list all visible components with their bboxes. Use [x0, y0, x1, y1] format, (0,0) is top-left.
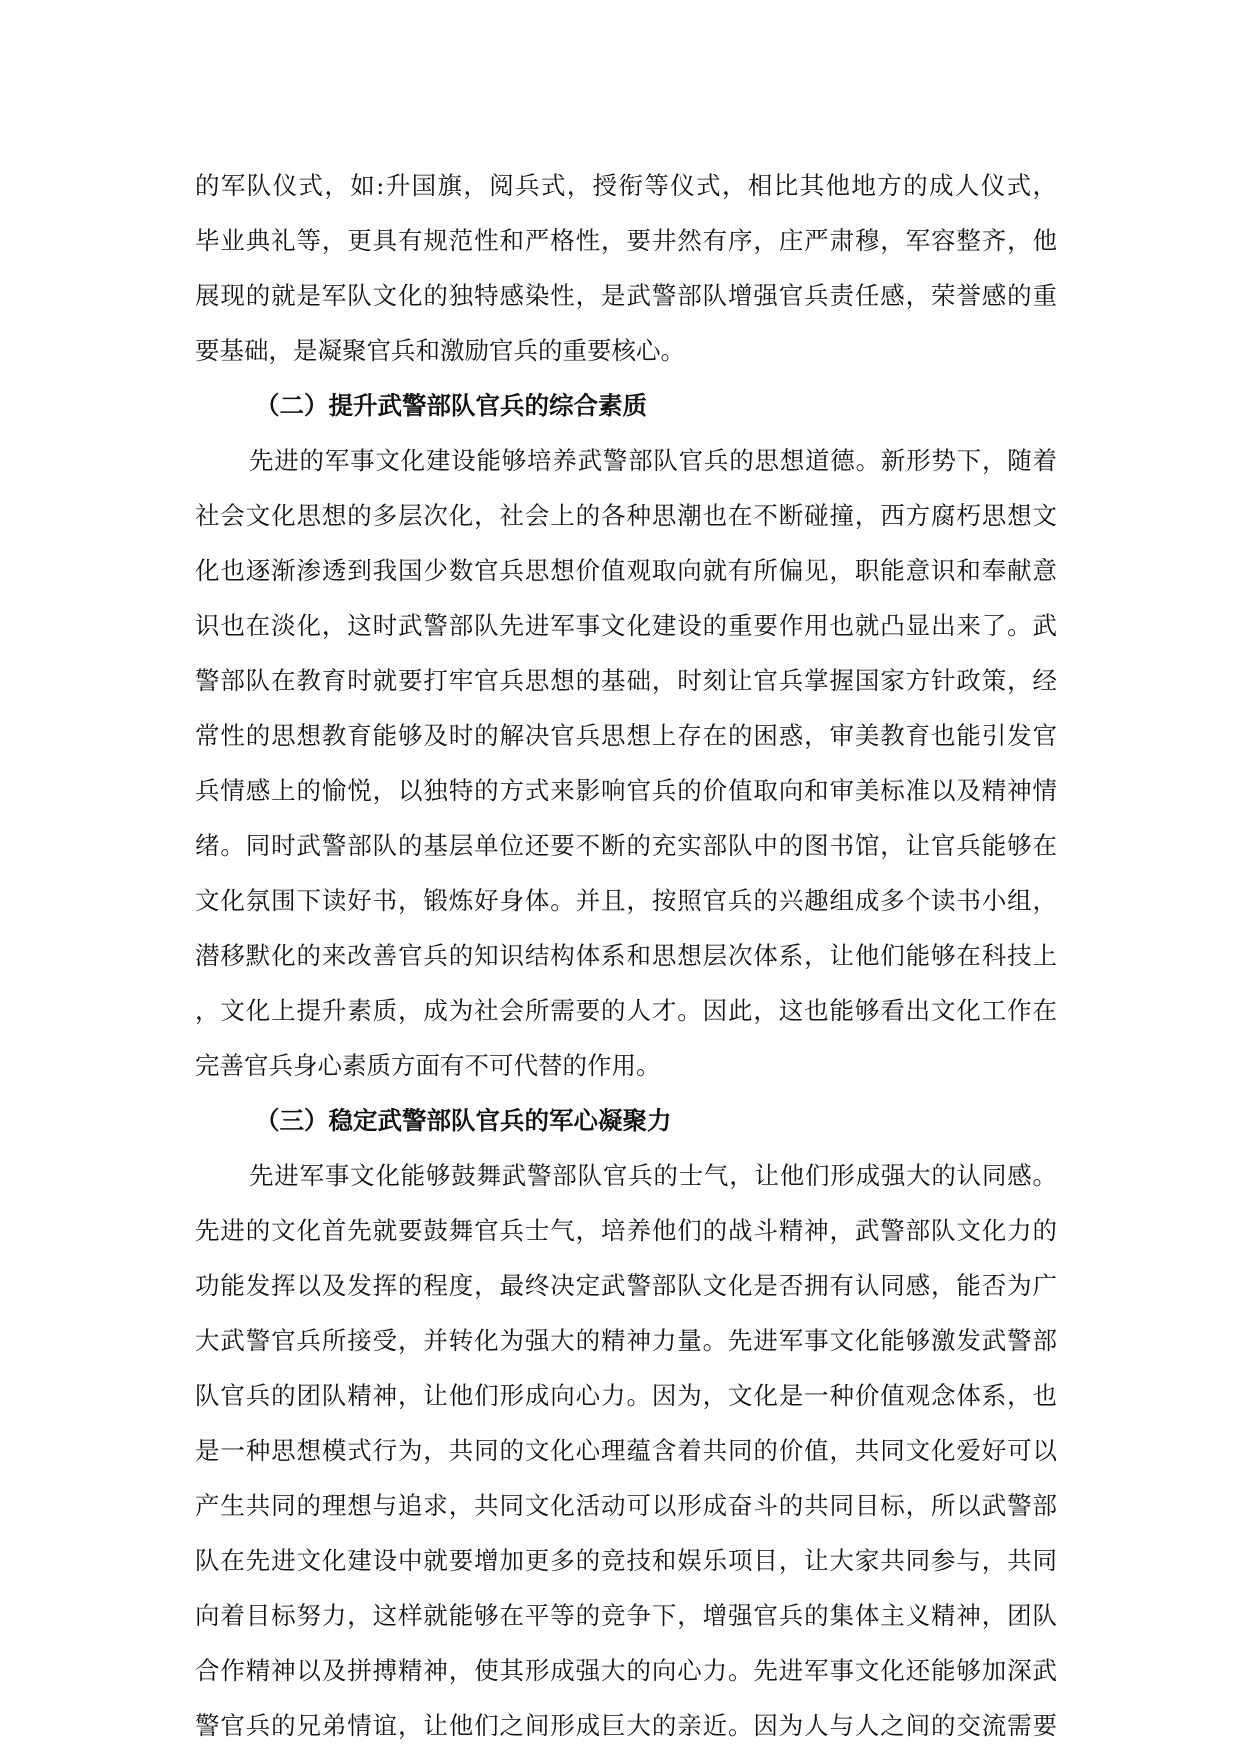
paragraph-line: 警部队在教育时就要打牢官兵思想的基础，时刻让官兵掌握国家方针政策，经: [195, 666, 1057, 695]
section-2-paragraph: [195, 433, 1057, 1093]
paragraph-line: 兵情感上的愉悦，以独特的方式来影响官兵的价值取向和审美标准以及精神情: [195, 776, 1057, 805]
paragraph-line: 产生共同的理想与追求，共同文化活动可以形成奋斗的共同目标，所以武警部: [195, 1491, 1057, 1520]
paragraph-line: 合作精神以及拼搏精神，使其形成强大的向心力。先进军事文化还能够加深武: [195, 1656, 1057, 1685]
paragraph-line: 化也逐渐渗透到我国少数官兵思想价值观取向就有所偏见，职能意识和奉献意: [195, 556, 1057, 585]
paragraph-line: 潜移默化的来改善官兵的知识结构体系和思想层次体系，让他们能够在科技上: [195, 941, 1057, 970]
paragraph-line: 大武警官兵所接受，并转化为强大的精神力量。先进军事文化能够激发武警部: [195, 1326, 1057, 1355]
paragraph-line: 警官兵的兄弟情谊，让他们之间形成巨大的亲近。因为人与人之间的交流需要: [195, 1711, 1057, 1740]
paragraph-line: 先进的军事文化建设能够培养武警部队官兵的思想道德。新形势下，随着: [249, 446, 1057, 475]
paragraph-line: 是一种思想模式行为，共同的文化心理蕴含着共同的价值，共同文化爱好可以: [195, 1436, 1057, 1465]
intro-paragraph: [195, 158, 1057, 378]
paragraph-line: 功能发挥以及发挥的程度，最终决定武警部队文化是否拥有认同感，能否为广: [195, 1271, 1057, 1300]
paragraph-line: 社会文化思想的多层次化，社会上的各种思潮也在不断碰撞，西方腐朽思想文: [195, 501, 1057, 530]
paragraph-line: 队官兵的团队精神，让他们形成向心力。因为，文化是一种价值观念体系，也: [195, 1381, 1057, 1410]
paragraph-line: 常性的思想教育能够及时的解决官兵思想上存在的困惑，审美教育也能引发官: [195, 721, 1057, 750]
paragraph-line: 队在先进文化建设中就要增加更多的竞技和娱乐项目，让大家共同参与，共同: [195, 1546, 1057, 1575]
paragraph-line: 要基础，是凝聚官兵和激励官兵的重要核心。: [195, 336, 685, 365]
paragraph-line: 先进的文化首先就要鼓舞官兵士气，培养他们的战斗精神，武警部队文化力的: [195, 1216, 1057, 1245]
section-3-paragraph: [195, 1148, 1057, 1753]
body-text: [195, 158, 1057, 1753]
paragraph-line: 先进军事文化能够鼓舞武警部队官兵的士气，让他们形成强大的认同感。: [249, 1161, 1057, 1190]
paragraph-line: 完善官兵身心素质方面有不可代替的作用。: [195, 1051, 661, 1080]
paragraph-line: 毕业典礼等，更具有规范性和严格性，要井然有序，庄严肃穆，军容整齐，他: [195, 226, 1057, 255]
paragraph-line: 的军队仪式，如:升国旗，阅兵式，授衔等仪式，相比其他地方的成人仪式，: [195, 171, 1057, 200]
section-heading-2: （二）提升武警部队官兵的综合素质: [255, 391, 647, 420]
section-heading-3: （三）稳定武警部队官兵的军心凝聚力: [255, 1106, 672, 1135]
paragraph-line: 文化氛围下读好书，锻炼好身体。并且，按照官兵的兴趣组成多个读书小组，: [195, 886, 1057, 915]
paragraph-line: ，文化上提升素质，成为社会所需要的人才。因此，这也能够看出文化工作在: [195, 996, 1057, 1025]
paragraph-line: 向着目标努力，这样就能够在平等的竞争下，增强官兵的集体主义精神，团队: [195, 1601, 1057, 1630]
paragraph-line: 绪。同时武警部队的基层单位还要不断的充实部队中的图书馆，让官兵能够在: [195, 831, 1057, 860]
paragraph-line: 展现的就是军队文化的独特感染性，是武警部队增强官兵责任感，荣誉感的重: [195, 281, 1057, 310]
paragraph-line: 识也在淡化，这时武警部队先进军事文化建设的重要作用也就凸显出来了。武: [195, 611, 1057, 640]
